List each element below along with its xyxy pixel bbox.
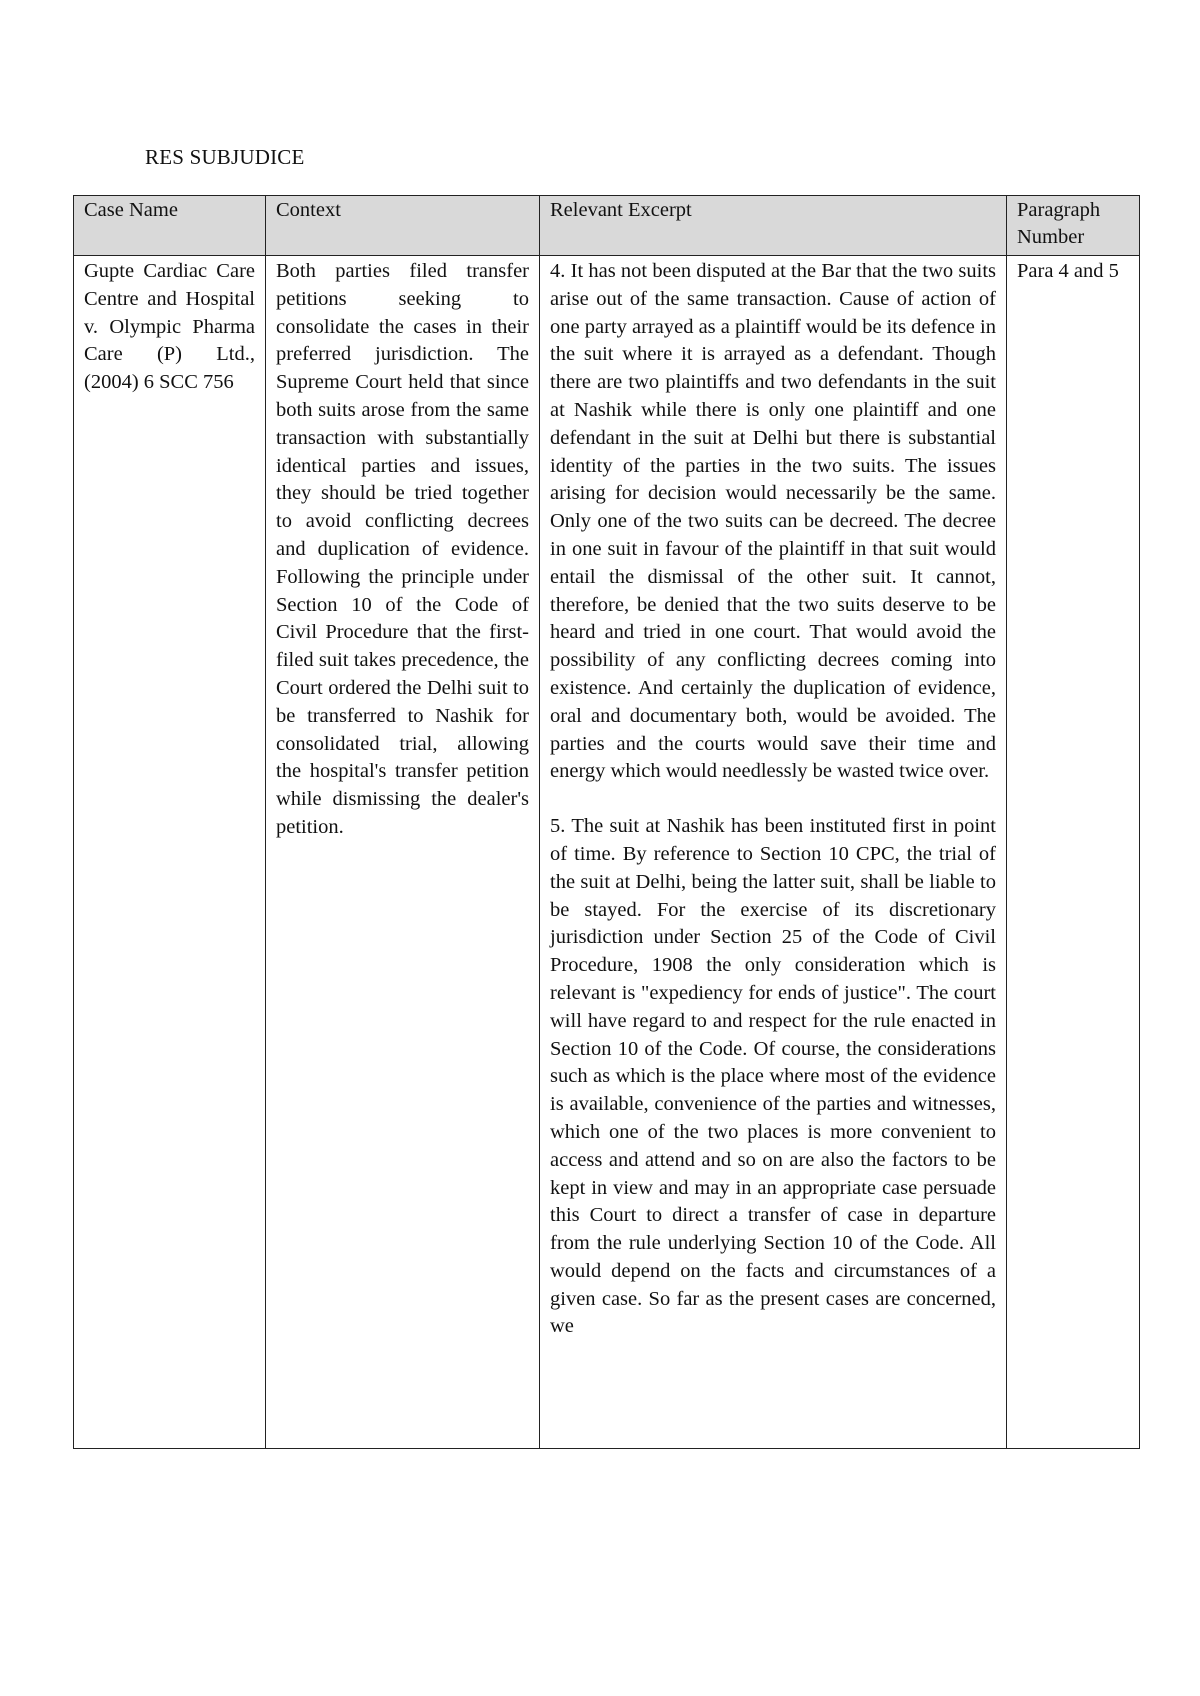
cell-relevant-excerpt [540,256,1007,1449]
case-table [73,195,1140,1449]
cell-context: Both parties filed transfer petitions seeking to consolidate the cases in their preferred jurisdiction. The Supreme Court held that since both suits arose from the same transaction with substantially identical parties and issues, they should be tried together to avoid conflicting decrees and duplication of evidence. Following the principle under Section 10 of the Code of Civil Procedure that the first-filed suit takes precedence, the Court ordered the Delhi suit to be transferred to Nashik for consolidated trial, allowing the hospital's transfer petition while dismissing the dealer's petition. [266,256,540,1449]
header-relevant-excerpt: Relevant Excerpt [540,196,1007,256]
cell-case-name: Gupte Cardiac Care Centre and Hospital v. Olympic Pharma Care (P) Ltd., (2004) 6 SCC 756 [74,256,266,1449]
header-context: Context [266,196,540,256]
header-case-name: Case Name [74,196,266,256]
excerpt-paragraph: 4. It has not been disputed at the Bar that the two suits arise out of the same transaction. Cause of action of one party arrayed as a plaintiff would be its defence in the suit where it is arrayed as a defendant. Though there are two plaintiffs and two defendants in the suit at Nashik while there is only one plaintiff and one defendant in the suit at Delhi but there is substantial identity of the parties in the two suits. The issues arising for decision would necessarily be the same. Only one of the two suits can be decreed. The decree in one suit in favour of the plaintiff in that suit would entail the dismissal of the other suit. It cannot, therefore, be denied that the two suits deserve to be heard and tried in one court. That would avoid the possibility of any conflicting decrees coming into existence. And certainly the duplication of evidence, oral and documentary both, would be avoided. The parties and the courts would save their time and energy which would needlessly be wasted twice over. [550,260,996,783]
header-paragraph-number: Paragraph Number [1007,196,1140,256]
excerpt-paragraph: 5. The suit at Nashik has been instituted first in point of time. By reference to Section 10 CPC, the trial of the suit at Delhi, being the latter suit, shall be liable to be stayed. For the exercise of its discretionary jurisdiction under Section 25 of the Code of Civil Procedure, 1908 the only consideration which is relevant is "expediency for ends of justice". The court will have regard to and respect for the rule enacted in Section 10 of the Code. Of course, the considerations such as which is the place where most of the evidence is available, convenience of the parties and witnesses, which one of the two places is more convenient to access and attend and so on are also the factors to be kept in view and may in an appropriate case persuade this Court to direct a transfer of case in departure from the rule underlying Section 10 of the Code. All would depend on the facts and circumstances of a given case. So far as the present cases are concerned, we [550,815,996,1338]
table-header-row [74,196,1140,256]
table-row [74,256,1140,1449]
document-heading: RES SUBJUDICE [145,145,305,169]
cell-paragraph-number: Para 4 and 5 [1007,256,1140,1449]
